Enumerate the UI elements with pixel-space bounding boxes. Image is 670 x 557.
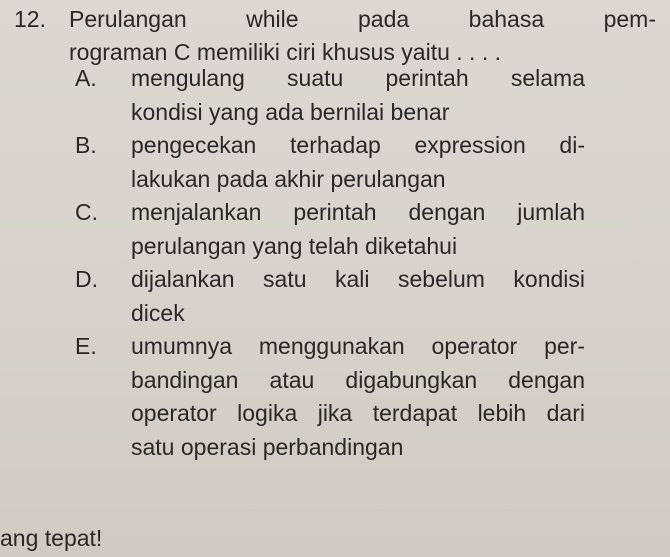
option-line: dijalankan satu kali sebelum kondisi: [131, 266, 585, 292]
option-letter: C.: [75, 199, 98, 225]
question-number: 12.: [14, 6, 46, 32]
option-c: [75, 196, 585, 263]
option-line: perulangan yang telah diketahui: [131, 232, 458, 259]
option-a: [75, 62, 585, 129]
option-letter: B.: [75, 132, 97, 158]
option-line: operator logika jika terdapat lebih dari: [131, 400, 585, 426]
option-line: satu operasi perbandingan: [131, 433, 404, 460]
option-line: kondisi yang ada bernilai benar: [131, 98, 450, 125]
option-d: [75, 263, 585, 330]
option-line: pengecekan terhadap expression di-: [131, 132, 585, 158]
answer-options: [75, 62, 585, 464]
option-letter: E.: [75, 333, 97, 359]
option-line: lakukan pada akhir perulangan: [131, 165, 446, 192]
option-e: [75, 330, 585, 464]
option-line: menjalankan perintah dengan jumlah: [131, 199, 585, 225]
option-line: mengulang suatu perintah selama: [131, 65, 585, 91]
option-line: bandingan atau digabungkan dengan: [131, 366, 585, 393]
option-letter: D.: [75, 266, 98, 292]
footer-text: ang tepat!: [0, 525, 103, 551]
option-line: umumnya menggunakan operator per-: [131, 333, 585, 359]
question-line: rograman C memiliki ciri khusus yaitu . . . .: [69, 39, 502, 65]
question-text: [69, 3, 656, 69]
option-letter: A.: [75, 65, 97, 91]
option-b: [75, 129, 585, 196]
option-line: dicek: [131, 299, 185, 326]
question-line: Perulangan while pada bahasa pem-: [69, 6, 656, 32]
